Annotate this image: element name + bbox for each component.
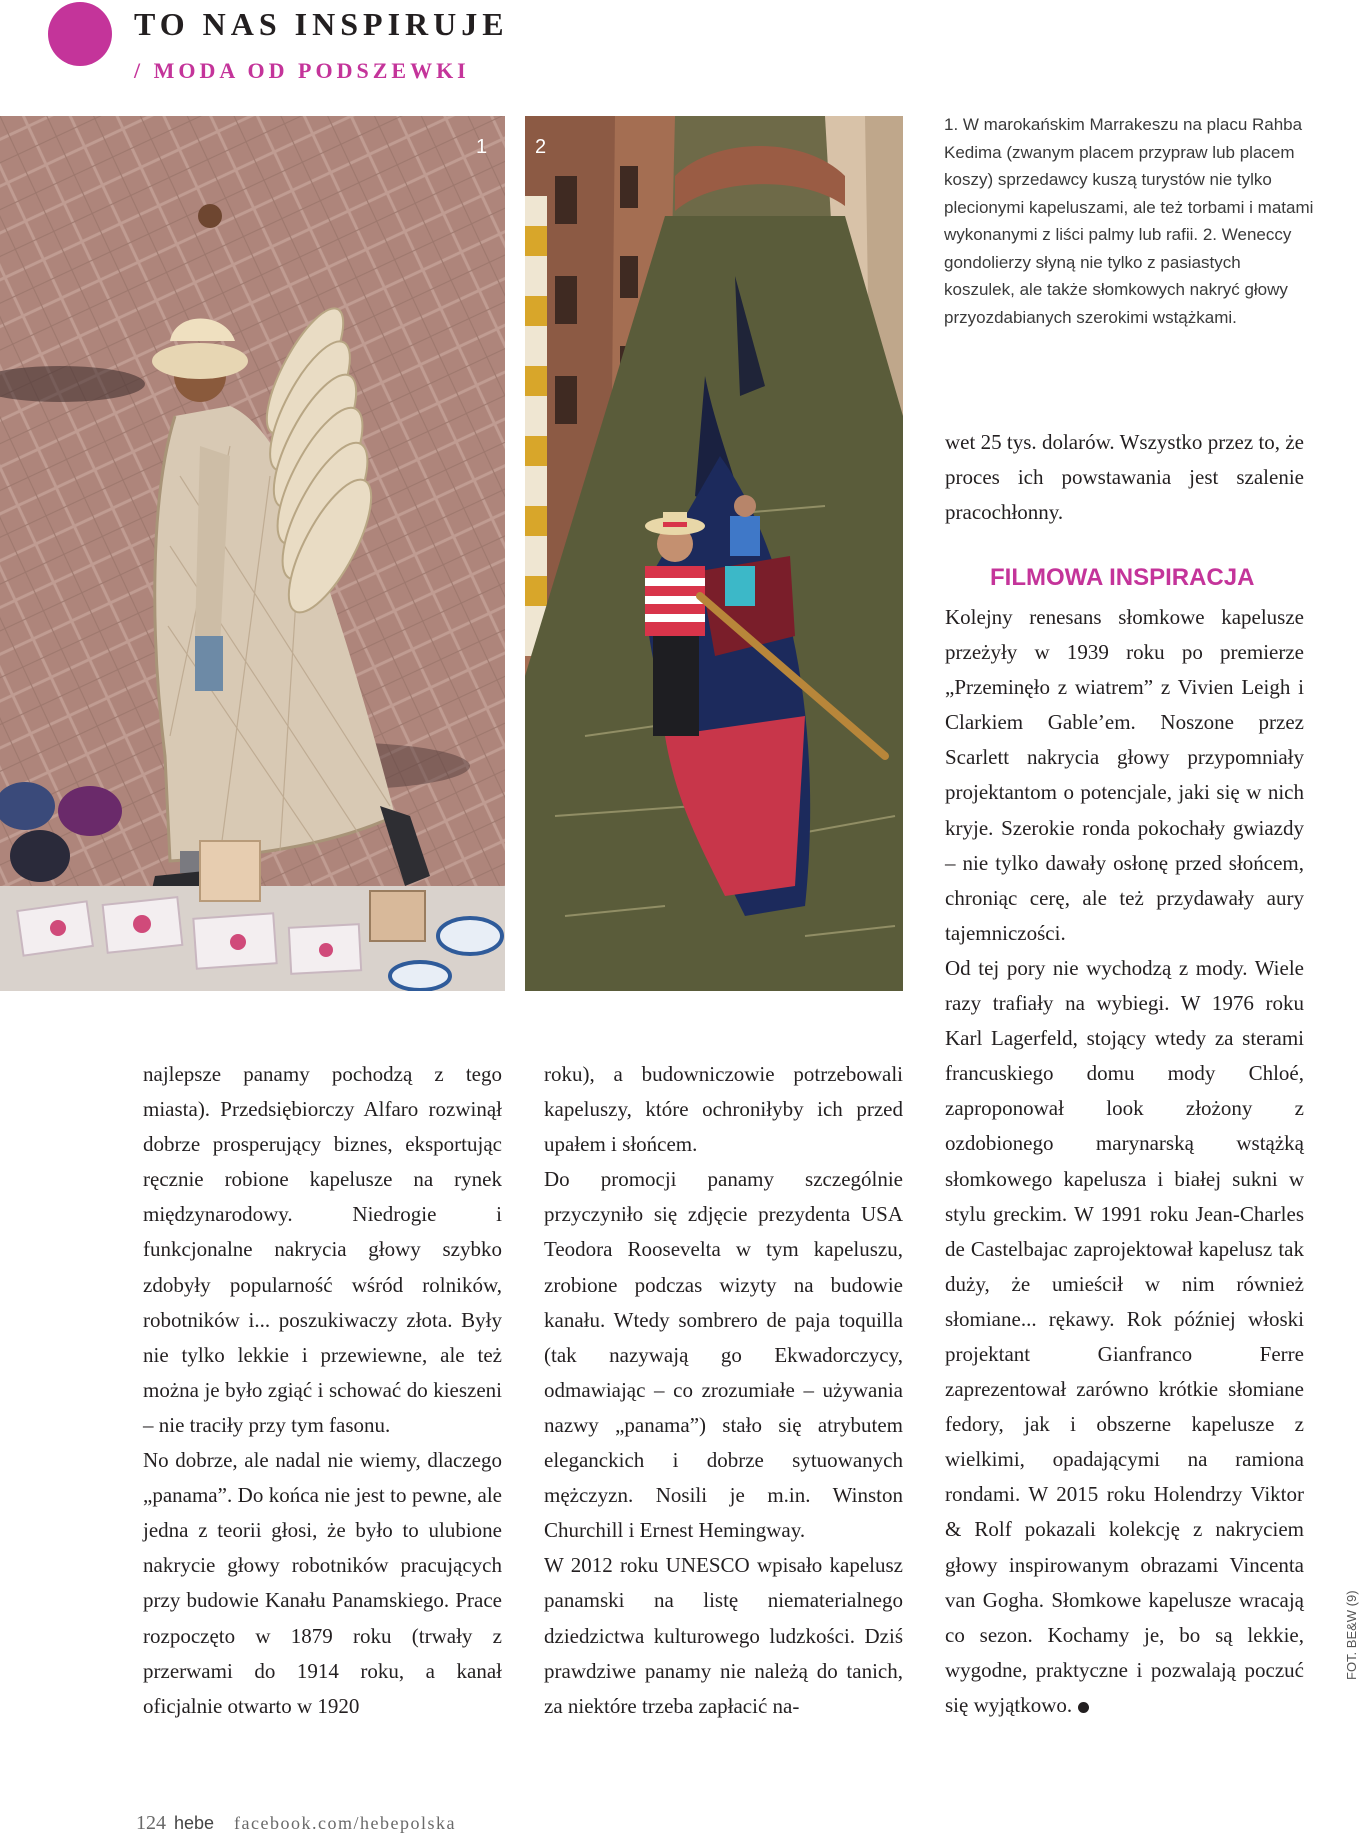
footer-facebook-link[interactable]: facebook.com/hebepolska bbox=[234, 1813, 456, 1833]
page-number: 124 bbox=[136, 1812, 166, 1834]
paragraph: No dobrze, ale nadal nie wiemy, dlaczego „panama”. Do końca nie jest to pewne, ale jedna z teorii głosi, że było to ulubione nakrycie głowy robotników pracujących przy budowie Kanału Panamskiego. Prace rozpoczęto w 1879 roku (trwały z przerwami do 1914 roku, a kanał oficjalnie otwarto w 1920 bbox=[143, 1448, 502, 1718]
paragraph: Kolejny renesans słomkowe kapelusze przeżyły w 1939 roku po premierze „Przeminęło z wiatrem” z Vivien Leigh i Clarkiem Gable’em. Noszone przez Scarlett nakrycia głowy przypomniały projektantom o potencjale, jaki się w nich kryje. Szerokie ronda pokochały gwiazdy – nie tylko dawały osłonę przed słońcem, chroniąc cerę, ale też przydawały aury tajemniczości. bbox=[945, 605, 1304, 945]
paragraph-text: Od tej pory nie wychodzą z mody. Wiele razy trafiały na wybiegi. W 1976 roku Karl Lagerfeld, stojący wtedy za sterami francuskiego domu mody Chloé, zaproponował look złożony z ozdobionego marynarską wstążką słomkowego kapelusza i białej sukni w stylu greckim. W 1991 roku Jean-Charles de Castelbajac zaprojektował kapelusz tak duży, że umieścił w nim również słomiane... rękawy. Rok później włoski projektant Gianfranco Ferre zaprezentował zarówno krótkie słomiane fedory, jak i obszerne kapelusze z wielkimi, opadającymi na ramiona rondami. W 2015 roku Holendrzy Viktor & Rolf pokazali kolekcję z nakryciem głowy inspirowanym obrazami Vincenta van Gogha. Słomkowe kapelusze wracają co sezon. Kochamy je, bo są lekkie, wygodne, praktyczne i pozwalają poczuć się wyjątkowo. bbox=[945, 955, 1304, 1717]
body-column-1 bbox=[143, 1057, 502, 1724]
photo-number-1: 1 bbox=[476, 136, 488, 158]
footer-brand: hebe bbox=[174, 1813, 215, 1833]
section-circle-marker bbox=[48, 2, 112, 66]
page-footer bbox=[136, 1812, 456, 1835]
section-subkicker: / MODA OD PODSZEWKI bbox=[134, 58, 470, 83]
venice-illustration bbox=[525, 116, 903, 991]
photo-venice-gondolier bbox=[525, 116, 903, 991]
photo-marrakesh-hat-seller bbox=[0, 116, 505, 991]
photo-number-2: 2 bbox=[535, 136, 547, 158]
body-column-2 bbox=[544, 1057, 903, 1724]
paragraph: Do promocji panamy szczególnie przyczyniło się zdjęcie prezydenta USA Teodora Roosevelta w tym kapeluszu, zrobione podczas wizyty na budowie kanału. Wtedy sombrero de paja toquilla (tak nazywają go Ekwadorczycy, odmawiając – co zrozumiałe – używania nazwy „panama”) stało się atrybutem eleganckich i dobrze sytuowanych mężczyzn. Nosili je m.in. Winston Churchill i Ernest Hemingway. bbox=[544, 1167, 903, 1543]
paragraph: wet 25 tys. dolarów. Wszystko przez to, że proces ich powstawania jest szalenie pracochłonny. bbox=[945, 430, 1304, 525]
paragraph bbox=[945, 951, 1304, 1723]
body-column-3 bbox=[945, 600, 1304, 1723]
section-kicker: TO NAS INSPIRUJE bbox=[134, 6, 509, 42]
end-mark-icon bbox=[1078, 1702, 1089, 1713]
paragraph: najlepsze panamy pochodzą z tego miasta). Przedsiębiorczy Alfaro rozwinął dobrze prosperujący biznes, eksportując ręcznie robione kapelusze na rynek międzynarodowy. Niedrogie i funkcjonalne nakrycia głowy szybko zdobyły popularność wśród rolników, robotników i... poszukiwaczy złota. Były nie tylko lekkie i przewiewne, ale też można je było zgiąć i schować do kieszeni – nie traciły przy tym fasonu. bbox=[143, 1062, 502, 1437]
marrakesh-illustration bbox=[0, 116, 505, 991]
photo-credit: FOT. BE&W (9) bbox=[1344, 1590, 1359, 1680]
paragraph: W 2012 roku UNESCO wpisało kapelusz panamski na listę niematerialnego dziedzictwa kulturowego ludzkości. Dziś prawdziwe panamy nie należą do tanich, za niektóre trzeba zapłacić na- bbox=[544, 1553, 903, 1718]
paragraph: roku), a budowniczowie potrzebowali kapeluszy, które ochroniłyby ich przed upałem i słońcem. bbox=[544, 1062, 903, 1157]
photo-caption: 1. W marokańskim Marrakeszu na placu Rahba Kedima (zwanym placem przypraw lub placem koszy) sprzedawcy kuszą turystów nie tylko plecionymi kapeluszami, ale też torbami i matami wykonanymi z liści palmy lub rafii. 2. Weneccy gondolierzy słyną nie tylko z pasiastych koszulek, ale także słomkowych nakryć głowy przyozdabianych szerokimi wstążkami. bbox=[944, 115, 1314, 327]
body-column-3-intro bbox=[945, 425, 1304, 530]
section-heading: FILMOWA INSPIRACJA bbox=[990, 564, 1255, 591]
